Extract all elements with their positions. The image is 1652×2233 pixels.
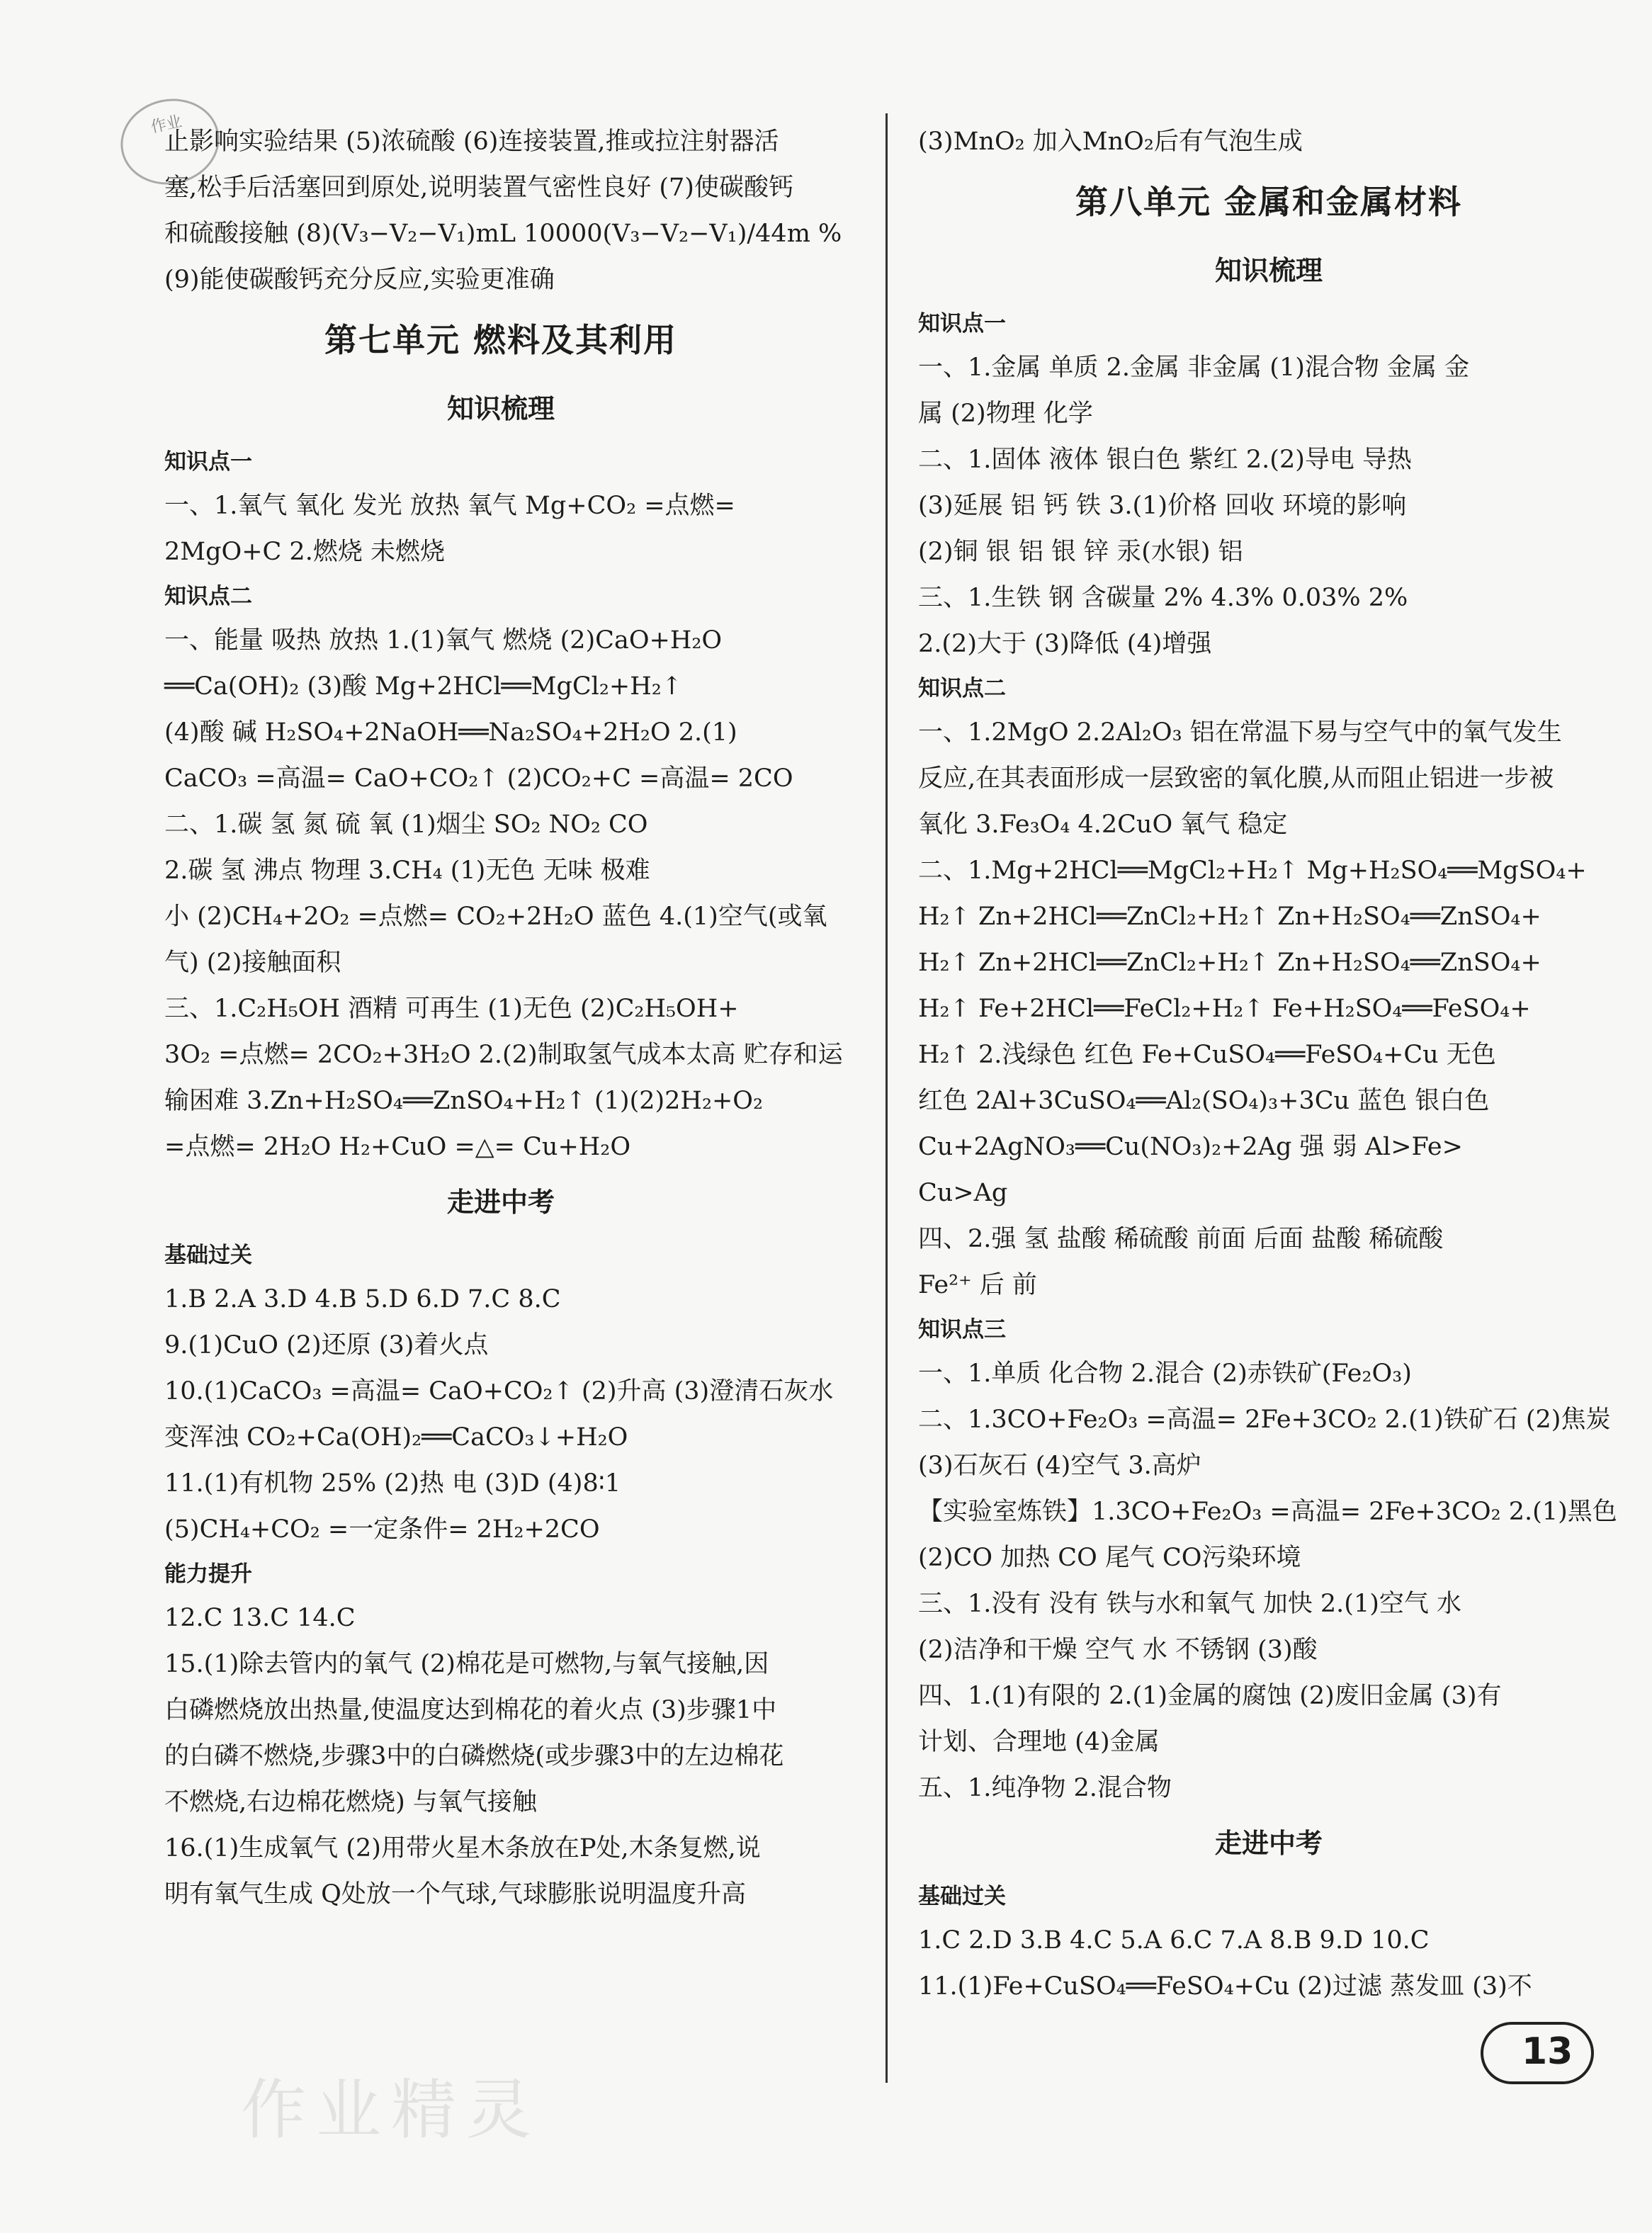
text-line: CaCO₃ =高温= CaO+CO₂↑ (2)CO₂+C =高温= 2CO — [164, 764, 793, 793]
stamp-text: 作业 — [149, 113, 184, 137]
text-line: 二、1.Mg+2HCl══MgCl₂+H₂↑ Mg+H₂SO₄══MgSO₄+ — [918, 857, 1587, 885]
text-line: 四、1.(1)有限的 2.(1)金属的腐蚀 (2)废旧金属 (3)有 — [918, 1682, 1502, 1710]
text-line: (5)CH₄+CO₂ =一定条件= 2H₂+2CO — [164, 1515, 600, 1544]
text-line: 明有氧气生成 Q处放一个气球,气球膨胀说明温度升高 — [164, 1880, 746, 1909]
text-line: 和硫酸接触 (8)(V₃−V₂−V₁)mL 10000(V₃−V₂−V₁)/44m % — [164, 220, 842, 248]
heading: 能力提升 — [164, 1561, 252, 1587]
text-line: 一、1.2MgO 2.2Al₂O₃ 铝在常温下易与空气中的氧气发生 — [918, 718, 1562, 747]
page-number: 13 — [1522, 2030, 1573, 2073]
text-line: 3O₂ =点燃= 2CO₂+3H₂O 2.(2)制取氢气成本太高 贮存和运 — [164, 1041, 843, 1069]
text-line: H₂↑ Fe+2HCl══FeCl₂+H₂↑ Fe+H₂SO₄══FeSO₄+ — [918, 995, 1531, 1023]
text-line: 计划、合理地 (4)金属 — [918, 1728, 1160, 1756]
text-line: 12.C 13.C 14.C — [164, 1604, 356, 1632]
text-line: (2)CO 加热 CO 尾气 CO污染环境 — [918, 1544, 1301, 1572]
text-line: 16.(1)生成氧气 (2)用带火星木条放在P处,木条复燃,说 — [164, 1834, 761, 1862]
text-line: 三、1.生铁 钢 含碳量 2% 4.3% 0.03% 2% — [918, 584, 1408, 612]
left-column — [164, 119, 843, 1918]
text-line: 一、能量 吸热 放热 1.(1)氧气 燃烧 (2)CaO+H₂O — [164, 626, 723, 655]
text-line: H₂↑ 2.浅绿色 红色 Fe+CuSO₄══FeSO₄+Cu 无色 — [918, 1041, 1496, 1069]
text-line: 四、2.强 氢 盐酸 稀硫酸 前面 后面 盐酸 稀硫酸 — [918, 1225, 1444, 1253]
text-line: 9.(1)CuO (2)还原 (3)着火点 — [164, 1331, 489, 1359]
text-line: 10.(1)CaCO₃ =高温= CaO+CO₂↑ (2)升高 (3)澄清石灰水 — [164, 1377, 834, 1406]
text-line: (9)能使碳酸钙充分反应,实验更准确 — [164, 266, 555, 294]
watermark: 作业精灵 — [241, 2072, 542, 2148]
sub-title: 知识梳理 — [446, 393, 555, 424]
text-line: H₂↑ Zn+2HCl══ZnCl₂+H₂↑ Zn+H₂SO₄══ZnSO₄+ — [918, 949, 1541, 977]
column-divider — [886, 113, 888, 2083]
heading: 知识点三 — [918, 1317, 1006, 1342]
text-line: 的白磷不燃烧,步骤3中的白磷燃烧(或步骤3中的左边棉花 — [164, 1742, 784, 1770]
right-column — [918, 119, 1619, 2010]
text-line: (3)延展 铝 钙 铁 3.(1)价格 回收 环境的影响 — [918, 492, 1407, 520]
text-line: 小 (2)CH₄+2O₂ =点燃= CO₂+2H₂O 蓝色 4.(1)空气(或氧 — [164, 903, 827, 931]
heading: 知识点一 — [918, 311, 1006, 337]
text-line: 属 (2)物理 化学 — [918, 400, 1093, 428]
text-line: 气) (2)接触面积 — [164, 949, 341, 977]
text-line: (2)铜 银 铝 银 锌 汞(水银) 铝 — [918, 538, 1243, 566]
text-line: 红色 2Al+3CuSO₄══Al₂(SO₄)₃+3Cu 蓝色 银白色 — [918, 1087, 1490, 1115]
text-line: 止影响实验结果 (5)浓硫酸 (6)连接装置,推或拉注射器活 — [164, 128, 779, 156]
page-number-badge — [1481, 2022, 1594, 2084]
sub-title: 知识梳理 — [1214, 255, 1323, 286]
text-line: 三、1.C₂H₅OH 酒精 可再生 (1)无色 (2)C₂H₅OH+ — [164, 995, 739, 1023]
text-line: Fe²⁺ 后 前 — [918, 1271, 1037, 1299]
text-line: (2)洁净和干燥 空气 水 不锈钢 (3)酸 — [918, 1636, 1318, 1664]
sub-title: 走进中考 — [1214, 1828, 1323, 1859]
text-line: 一、1.单质 化合物 2.混合 (2)赤铁矿(Fe₂O₃) — [918, 1359, 1412, 1388]
text-line: Cu>Ag — [918, 1179, 1008, 1207]
text-line: 1.B 2.A 3.D 4.B 5.D 6.D 7.C 8.C — [164, 1285, 561, 1313]
text-line: 2.(2)大于 (3)降低 (4)增强 — [918, 630, 1212, 658]
text-line: 11.(1)Fe+CuSO₄══FeSO₄+Cu (2)过滤 蒸发皿 (3)不 — [918, 1972, 1532, 2001]
text-line: (3)石灰石 (4)空气 3.高炉 — [918, 1452, 1201, 1480]
text-line: 2MgO+C 2.燃烧 未燃烧 — [164, 538, 445, 566]
sub-title: 走进中考 — [446, 1187, 555, 1218]
text-line: 五、1.纯净物 2.混合物 — [918, 1774, 1172, 1802]
heading: 基础过关 — [164, 1243, 252, 1268]
text-line: H₂↑ Zn+2HCl══ZnCl₂+H₂↑ Zn+H₂SO₄══ZnSO₄+ — [918, 903, 1541, 931]
text-line: 输困难 3.Zn+H₂SO₄══ZnSO₄+H₂↑ (1)(2)2H₂+O₂ — [164, 1087, 764, 1115]
text-line: 一、1.氧气 氧化 发光 放热 氧气 Mg+CO₂ =点燃= — [164, 492, 735, 520]
text-line: (3)MnO₂ 加入MnO₂后有气泡生成 — [918, 128, 1303, 156]
text-line: 15.(1)除去管内的氧气 (2)棉花是可燃物,与氧气接触,因 — [164, 1650, 769, 1678]
text-line: 二、1.固体 液体 银白色 紫红 2.(2)导电 导热 — [918, 446, 1412, 474]
heading: 基础过关 — [918, 1884, 1006, 1909]
text-line: 2.碳 氢 沸点 物理 3.CH₄ (1)无色 无味 极难 — [164, 857, 650, 885]
sec-title: 第七单元 燃料及其利用 — [324, 321, 677, 359]
text-line: 变浑浊 CO₂+Ca(OH)₂══CaCO₃↓+H₂O — [164, 1423, 628, 1452]
heading: 知识点二 — [164, 584, 252, 609]
text-line: 【实验室炼铁】1.3CO+Fe₂O₃ =高温= 2Fe+3CO₂ 2.(1)黑色 — [918, 1498, 1617, 1526]
sec-title: 第八单元 金属和金属材料 — [1075, 183, 1462, 221]
text-line: 反应,在其表面形成一层致密的氧化膜,从而阻止铝进一步被 — [918, 764, 1554, 793]
text-line: 白磷燃烧放出热量,使温度达到棉花的着火点 (3)步骤1中 — [164, 1696, 777, 1724]
text-line: 三、1.没有 没有 铁与水和氧气 加快 2.(1)空气 水 — [918, 1590, 1461, 1618]
text-line: =点燃= 2H₂O H₂+CuO =△= Cu+H₂O — [164, 1133, 631, 1161]
text-line: 氧化 3.Fe₃O₄ 4.2CuO 氧气 稳定 — [918, 810, 1288, 839]
text-line: 不燃烧,右边棉花燃烧) 与氧气接触 — [164, 1788, 537, 1816]
text-line: 一、1.金属 单质 2.金属 非金属 (1)混合物 金属 金 — [918, 354, 1470, 382]
text-line: (4)酸 碱 H₂SO₄+2NaOH══Na₂SO₄+2H₂O 2.(1) — [164, 718, 737, 747]
text-line: 塞,松手后活塞回到原处,说明装置气密性良好 (7)使碳酸钙 — [164, 174, 793, 202]
heading: 知识点二 — [918, 676, 1006, 701]
heading: 知识点一 — [164, 449, 252, 475]
text-line: 二、1.碳 氢 氮 硫 氧 (1)烟尘 SO₂ NO₂ CO — [164, 810, 648, 839]
text-line: 11.(1)有机物 25% (2)热 电 (3)D (4)8∶1 — [164, 1469, 621, 1498]
text-line: 1.C 2.D 3.B 4.C 5.A 6.C 7.A 8.B 9.D 10.C — [918, 1926, 1430, 1955]
text-line: 二、1.3CO+Fe₂O₃ =高温= 2Fe+3CO₂ 2.(1)铁矿石 (2)焦炭 — [918, 1406, 1611, 1434]
text-line: ══Ca(OH)₂ (3)酸 Mg+2HCl══MgCl₂+H₂↑ — [164, 672, 683, 701]
text-line: Cu+2AgNO₃══Cu(NO₃)₂+2Ag 强 弱 Al>Fe> — [918, 1133, 1463, 1161]
